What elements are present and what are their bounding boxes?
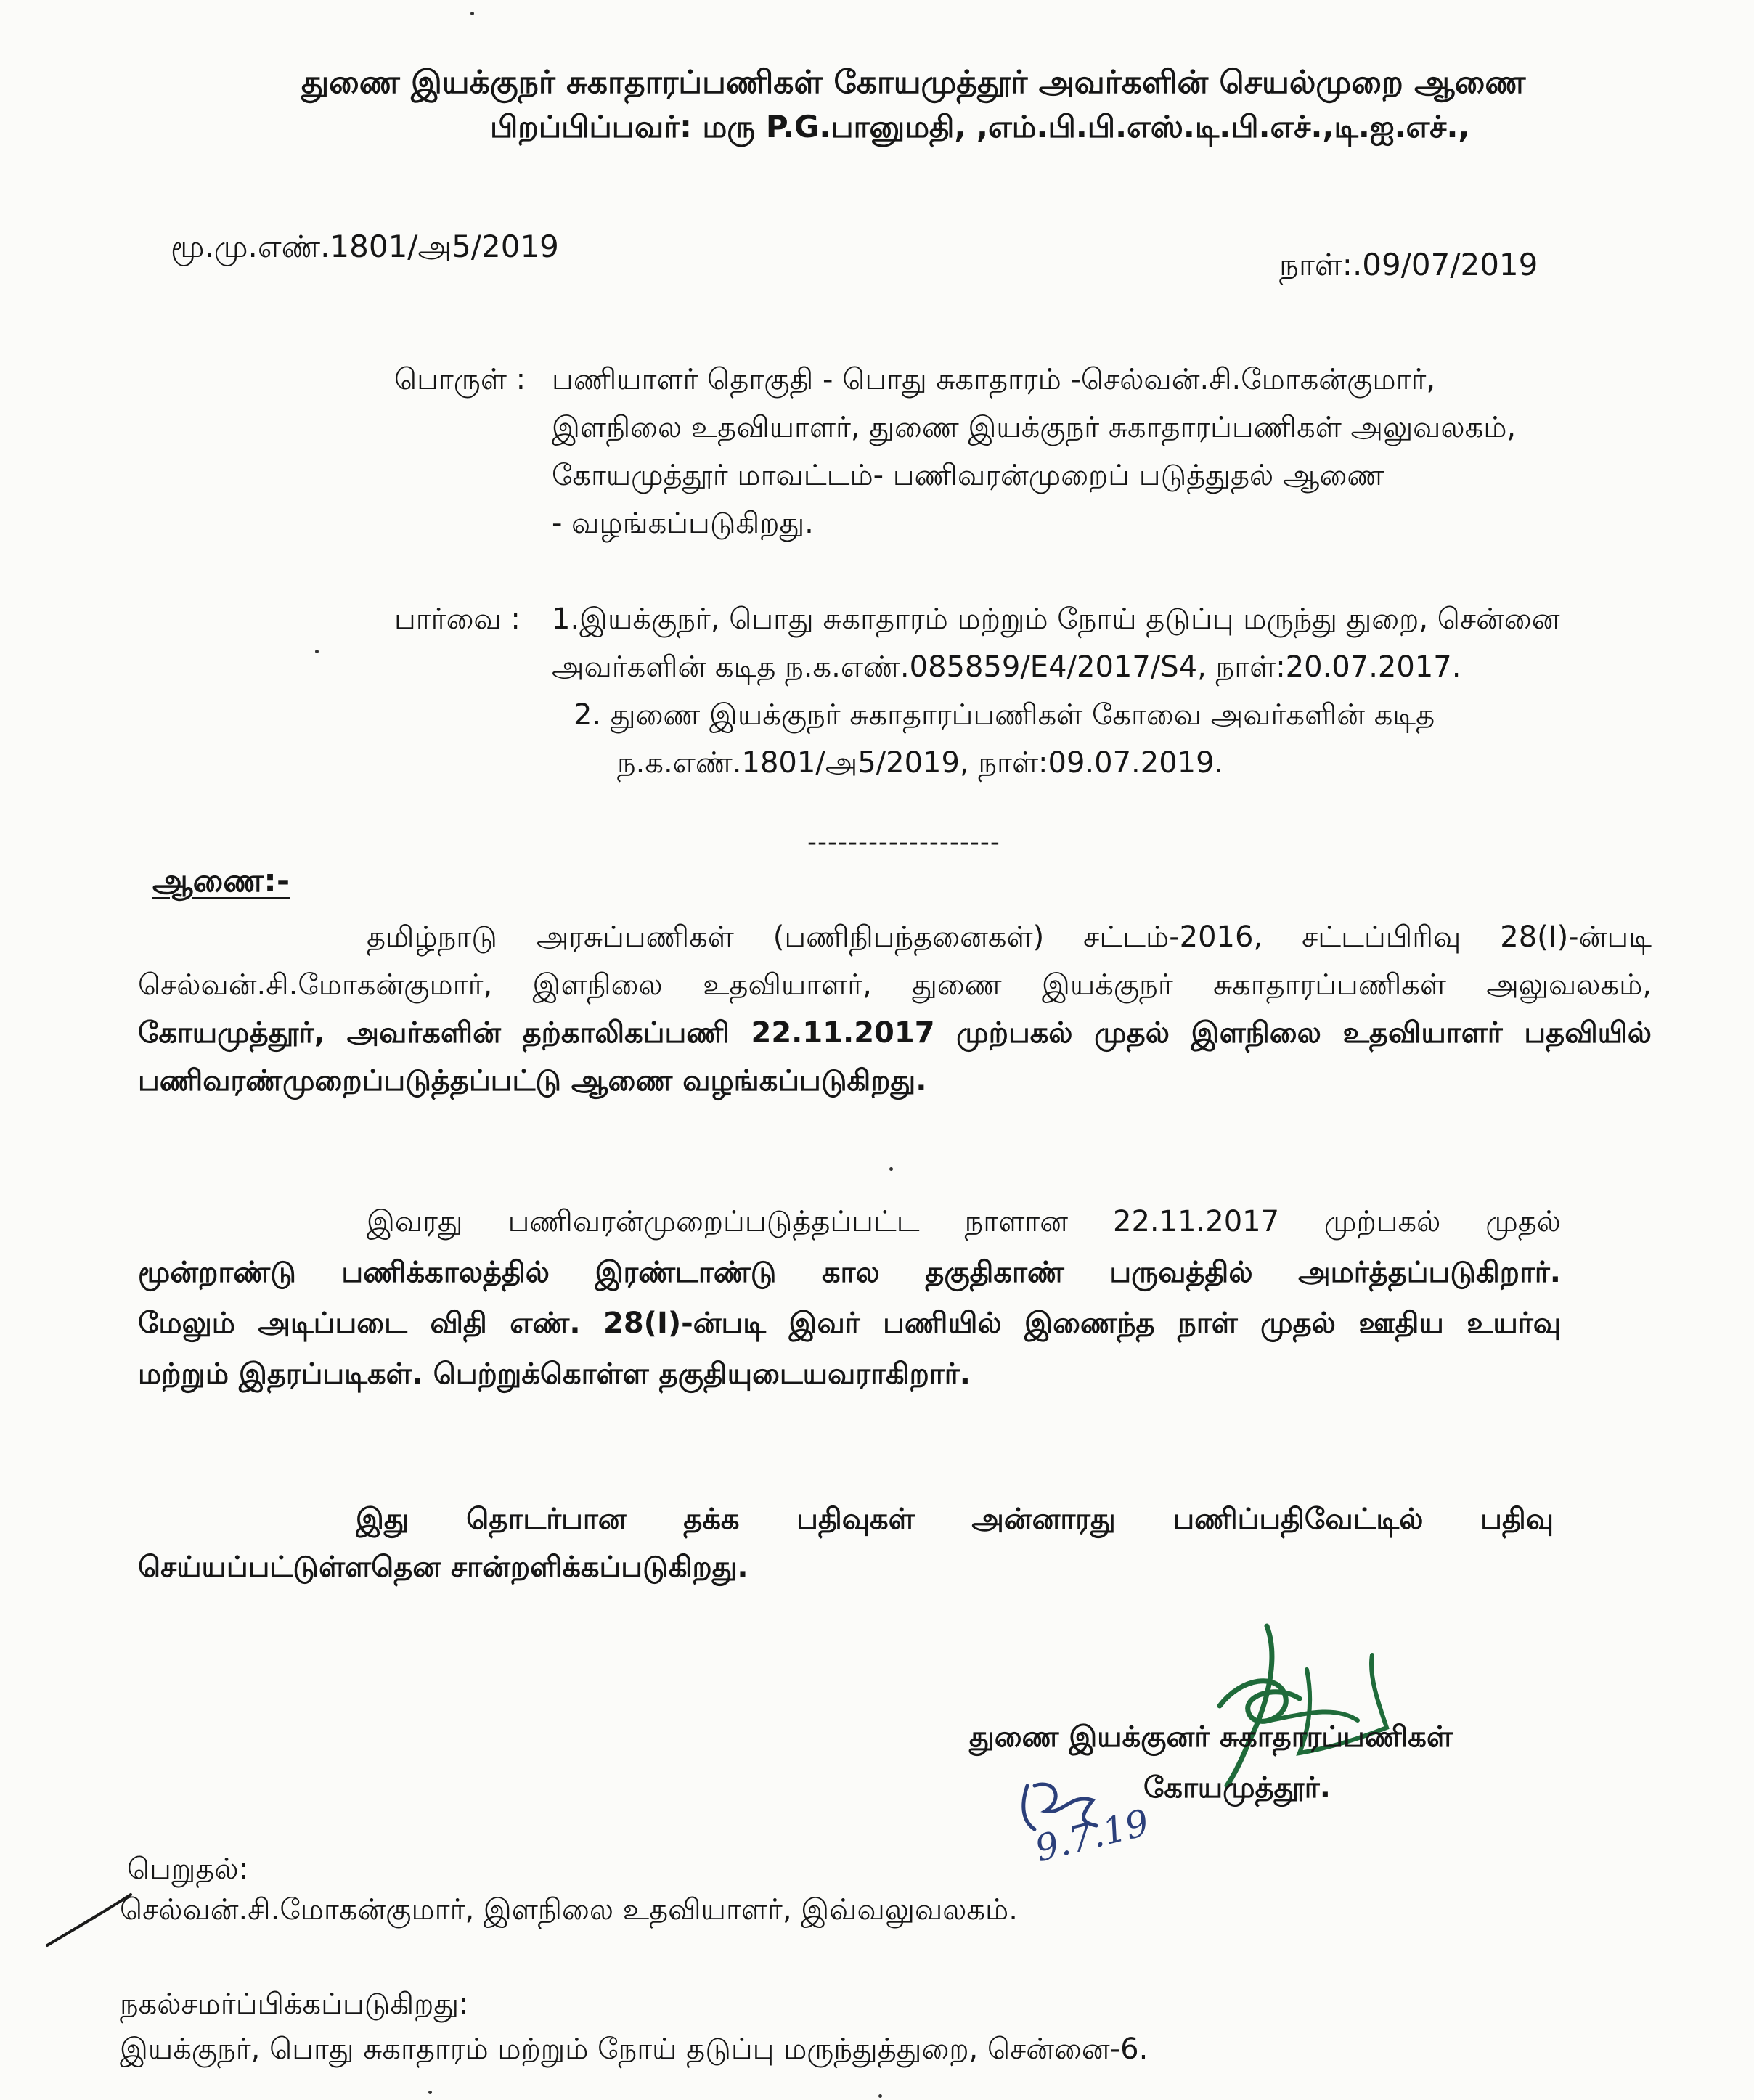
subject-line: - வழங்கப்படுகிறது. <box>552 507 814 540</box>
subject-line: பணியாளர் தொகுதி - பொது சுகாதாரம் -செல்வன்.சி.மோகன்குமார், <box>552 363 1436 396</box>
paragraph-line: இவரது பணிவரன்முறைப்படுத்தப்பட்ட நாளான 22.11.2017 முற்பகல் முதல் <box>367 1205 1561 1238</box>
header-issuer: பிறப்பிப்பவர்: மரு P.G.பானுமதி, ,எம்.பி.பி.எஸ்.டி.பி.எச்.,டி.ஐ.எச்., <box>490 109 1470 144</box>
order-date: நாள்:.09/07/2019 <box>1279 247 1538 282</box>
subject-line: இளநிலை உதவியாளர், துணை இயக்குநர் சுகாதாரப்பணிகள் அலுவலகம், <box>552 411 1517 444</box>
header-title: துணை இயக்குநர் சுகாதாரப்பணிகள் கோயமுத்தூர் அவர்களின் செயல்முறை ஆணை <box>301 64 1526 101</box>
copy-to-name: இயக்குநர், பொது சுகாதாரம் மற்றும் நோய் தடுப்பு மருந்துத்துறை, சென்னை-6. <box>120 2032 1149 2066</box>
copy-to-label: நகல்சமர்ப்பிக்கப்படுகிறது: <box>120 1987 469 2021</box>
subject-label: பொருள் : <box>394 363 526 396</box>
order-heading: ஆணை:- <box>152 862 290 899</box>
reference-line: ந.க.எண்.1801/அ5/2019, நாள்:09.07.2019. <box>617 746 1224 780</box>
recipient-label: பெறுதல்: <box>127 1852 249 1886</box>
recipient-name: செல்வன்.சி.மோகன்குமார், இளநிலை உதவியாளர், இவ்வலுவலகம். <box>120 1893 1018 1927</box>
scan-speck <box>878 2094 882 2098</box>
signatory-designation: துணை இயக்குனர் சுகாதாரப்பணிகள் <box>969 1720 1453 1754</box>
handwritten-date: 9.7.19 <box>1031 1801 1154 1871</box>
paragraph-text: தமிழ்நாடு அரசுப்பணிகள் (பணிநிபந்தனைகள்) சட்டம்-2016, சட்டப்பிரிவு 28(I)-ன்படி <box>367 920 1652 954</box>
signature-scribble <box>1198 1604 1416 1793</box>
paragraph-line: மூன்றாண்டு பணிக்காலத்தில் இரண்டாண்டு கால தகுதிகாண் பருவத்தில் அமர்த்தப்படுகிறார். <box>138 1256 1561 1289</box>
reference-label: பார்வை : <box>394 602 521 636</box>
subject-line: கோயமுத்தூர் மாவட்டம்- பணிவரன்முறைப் படுத்துதல் ஆணை <box>552 459 1384 492</box>
reference-line: அவர்களின் கடித ந.க.எண்.085859/E4/2017/S4, நாள்:20.07.2017. <box>552 650 1461 684</box>
scan-speck <box>428 2091 432 2094</box>
signatory-place: கோயமுத்தூர். <box>1143 1771 1331 1805</box>
scan-speck <box>470 12 474 15</box>
paragraph-line: பணிவரண்முறைப்படுத்தப்பட்டு ஆணை வழங்கப்படுகிறது. <box>138 1064 927 1098</box>
paragraph-line: செய்யப்பட்டுள்ளதென சான்றளிக்கப்படுகிறது. <box>138 1551 748 1584</box>
separator: ------------------- <box>807 828 1000 857</box>
paragraph-line: மேலும் அடிப்படை விதி எண். 28(I)-ன்படி இவர் பணியில் இணைந்த நாள் முதல் ஊதிய உயர்வு <box>138 1307 1561 1340</box>
reference-number: மூ.மு.எண்.1801/அ5/2019 <box>171 229 559 264</box>
paragraph-line <box>367 920 1652 957</box>
reference-line: 1.இயக்குநர், பொது சுகாதாரம் மற்றும் நோய் தடுப்பு மருந்து துறை, சென்னை <box>552 602 1560 636</box>
paragraph-line: செல்வன்.சி.மோகன்குமார், இளநிலை உதவியாளர், துணை இயக்குநர் சுகாதாரப்பணிகள் அலுவலகம், <box>138 968 1652 1002</box>
scan-speck <box>315 650 319 653</box>
reference-line: 2. துணை இயக்குநர் சுகாதாரப்பணிகள் கோவை அவர்களின் கடித <box>574 698 1435 732</box>
scan-speck <box>889 1167 893 1171</box>
paragraph-line: இது தொடர்பான தக்க பதிவுகள் அன்னாரது பணிப்பதிவேட்டில் பதிவு <box>356 1503 1554 1536</box>
paragraph-line: கோயமுத்தூர், அவர்களின் தற்காலிகப்பணி 22.11.2017 முற்பகல் முதல் இளநிலை உதவியாளர் பதவியில் <box>138 1016 1652 1050</box>
paragraph-line: மற்றும் இதரப்படிகள். பெற்றுக்கொள்ள தகுதியுடையவராகிறார். <box>138 1357 971 1391</box>
